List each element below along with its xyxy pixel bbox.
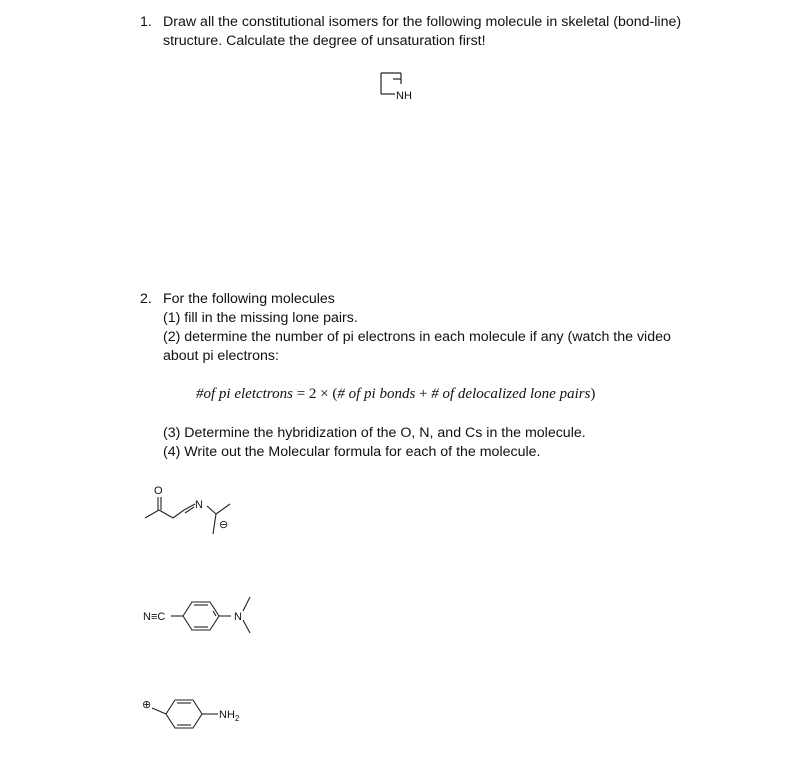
azetidine-structure <box>374 70 434 110</box>
question-2-step-3: (3) Determine the hybridization of the O, N, and Cs in the molecule. <box>163 425 586 441</box>
formula-close: ) <box>590 386 596 402</box>
question-2-step-1: (1) fill in the missing lone pairs. <box>163 310 358 326</box>
molecule-2-nitrogen: N <box>234 611 242 623</box>
molecule-3-structure <box>140 690 260 740</box>
pi-electron-formula <box>196 386 595 403</box>
azetidine-nh-label: NH <box>396 90 412 102</box>
formula-pi-bonds: # of pi bonds <box>337 386 416 402</box>
question-2-step-2-line-1: (2) determine the number of pi electrons in each molecule if any (watch the video <box>163 329 671 345</box>
molecule-2-structure <box>140 592 270 642</box>
question-2-intro: For the following molecules <box>163 291 335 307</box>
molecule-1-structure <box>140 482 250 542</box>
molecule-3-amine-subscript: 2 <box>234 714 240 723</box>
molecule-1-nitrogen: N <box>195 499 203 511</box>
molecule-3-amine <box>219 709 240 723</box>
question-1-line-1: Draw all the constitutional isomers for the following molecule in skeletal (bond-line) <box>163 14 682 30</box>
question-2-number: 2. <box>140 291 152 307</box>
molecule-1-oxygen: O <box>154 485 163 497</box>
molecule-1-charge: ⊖ <box>219 519 229 531</box>
question-2 <box>140 290 780 470</box>
question-1-line-2: structure. Calculate the degree of unsaturation first! <box>163 33 486 49</box>
formula-plus: + <box>415 386 432 402</box>
question-2-step-4: (4) Write out the Molecular formula for each of the molecule. <box>163 444 541 460</box>
question-1-number: 1. <box>140 14 152 30</box>
formula-equals: = 2 × ( <box>292 386 338 402</box>
molecule-2-nitrile: N≡C <box>143 611 166 623</box>
question-2-step-2-line-2: about pi electrons: <box>163 348 279 364</box>
question-1 <box>140 13 740 53</box>
formula-lone-pairs: # of delocalized lone pairs <box>431 386 591 402</box>
molecule-3-amine-label: NH <box>219 709 235 721</box>
formula-lhs: #of pi eletctrons <box>196 386 293 402</box>
molecule-3-charge: ⊕ <box>142 699 152 711</box>
